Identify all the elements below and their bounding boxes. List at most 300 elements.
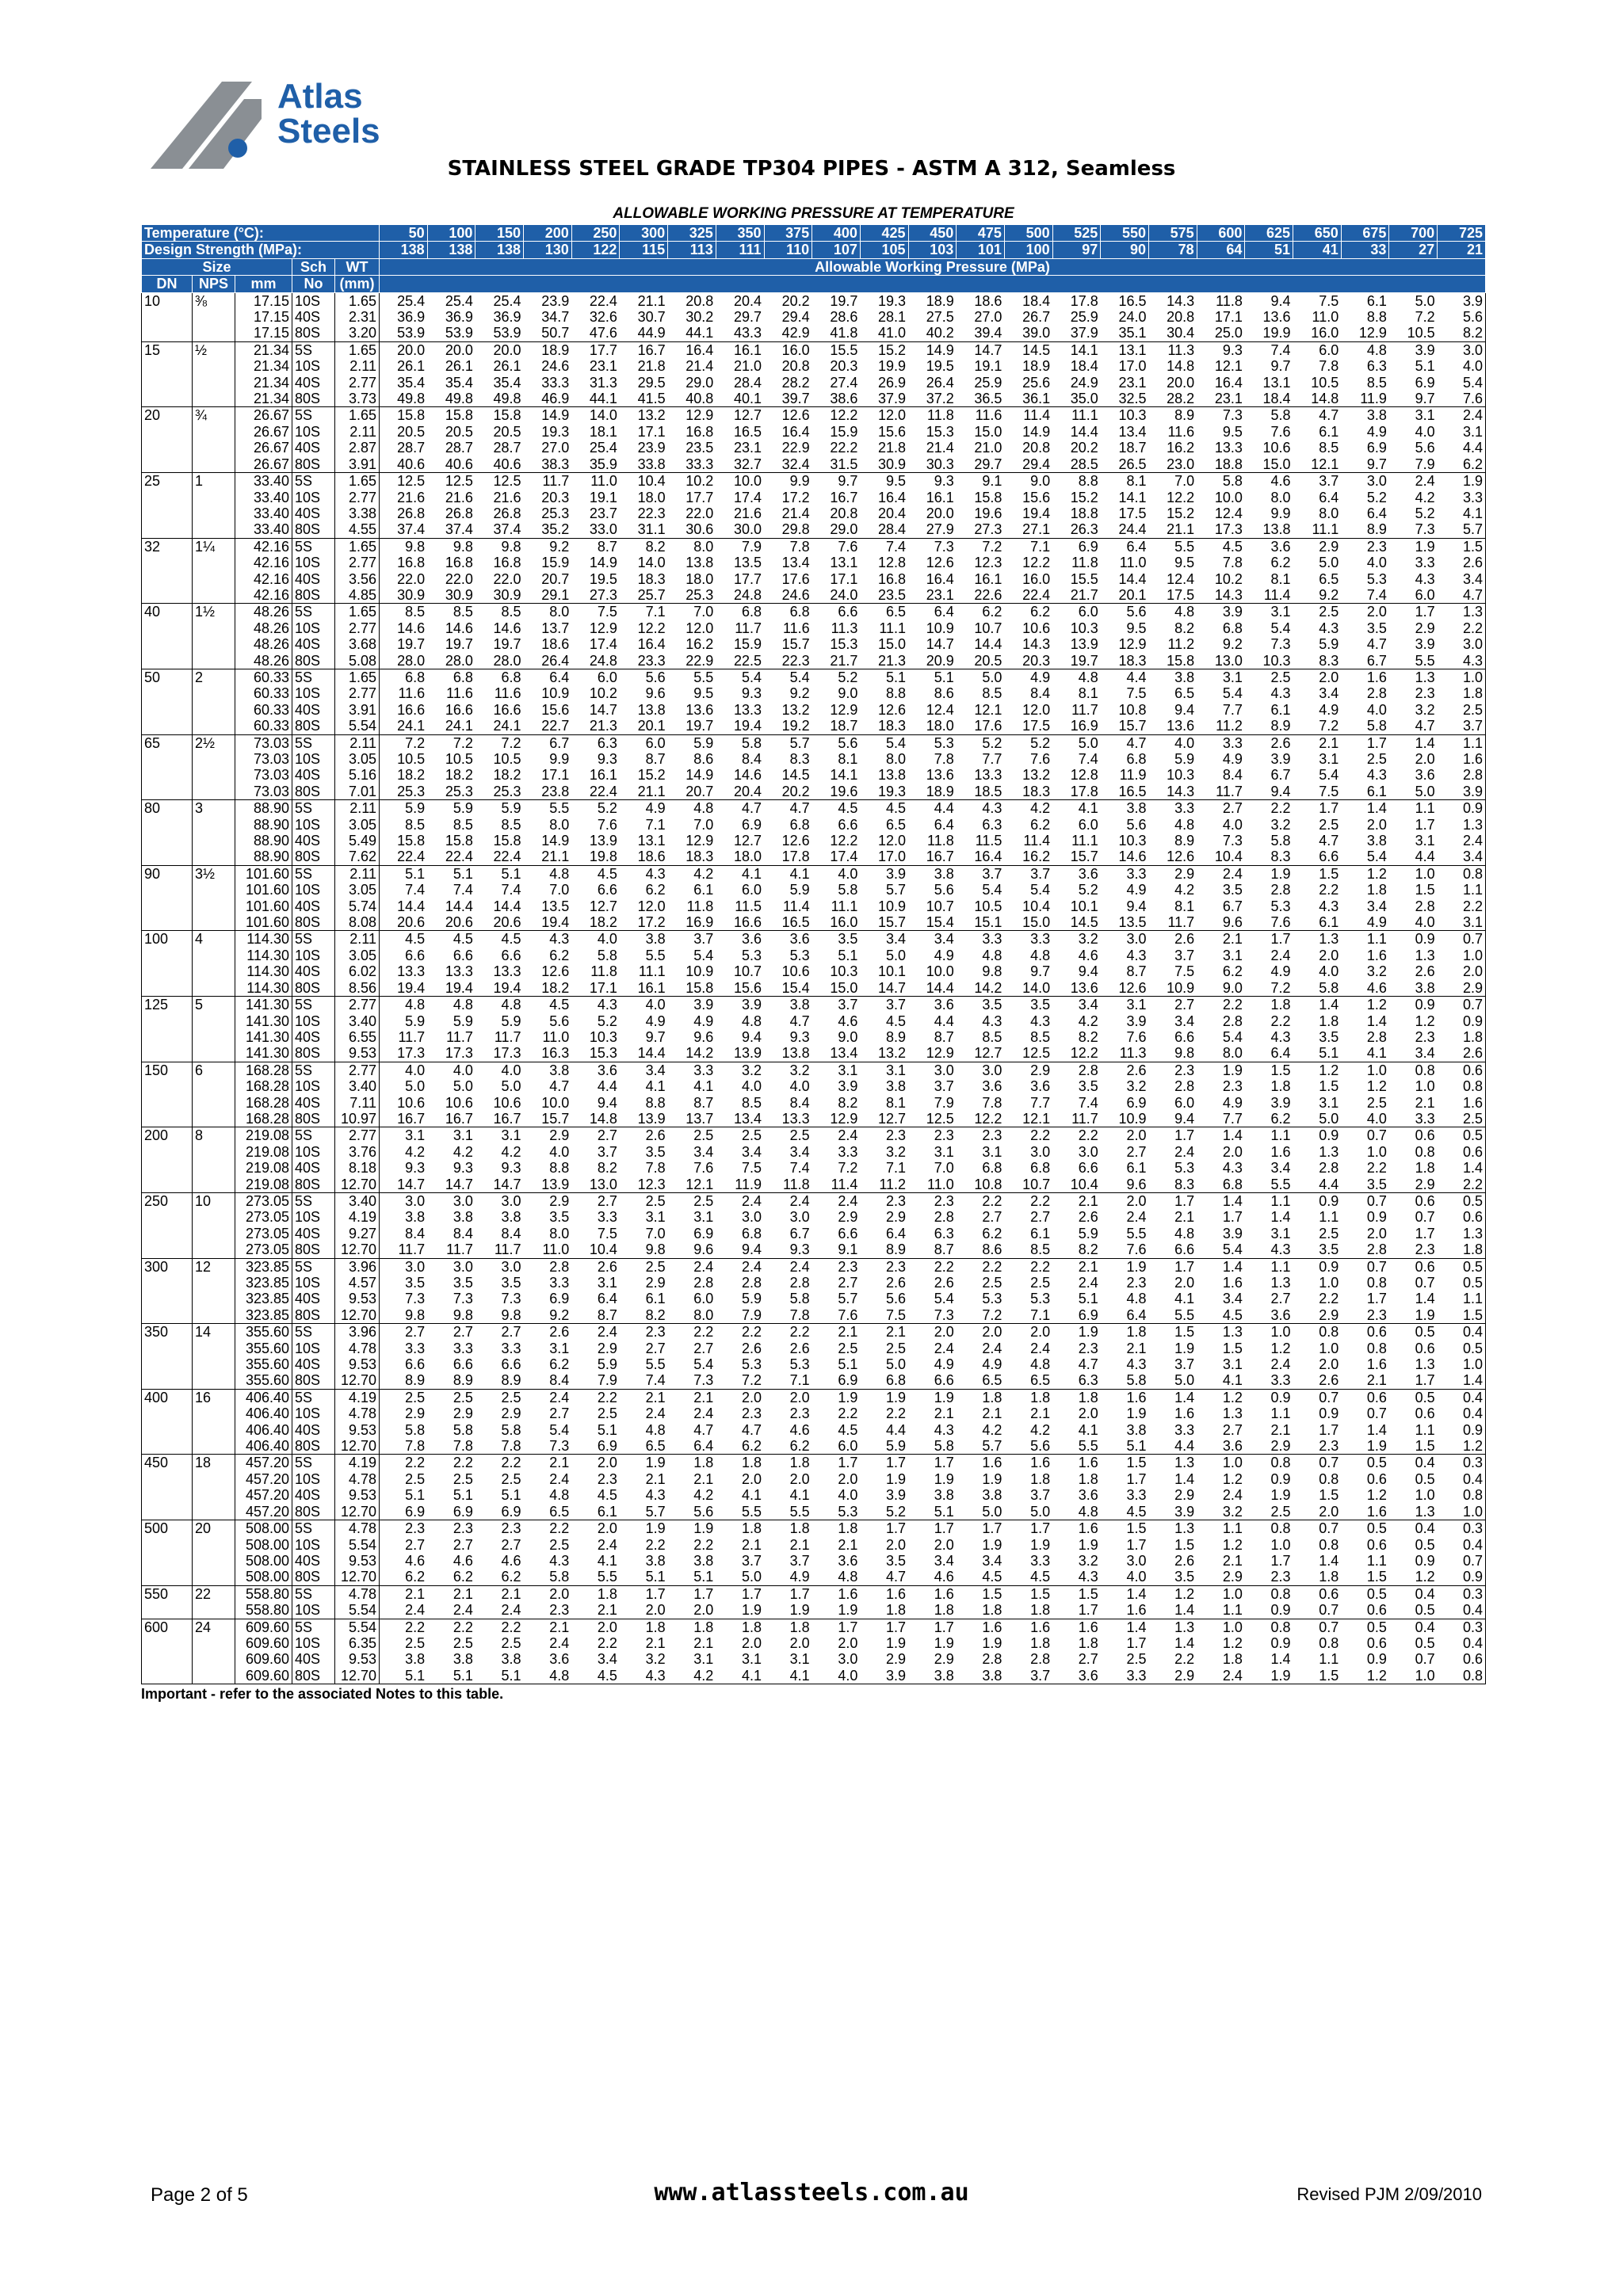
- dn-cell: [142, 490, 193, 505]
- pressure-cell: 13.6: [685, 701, 714, 718]
- pressure-cell: 2.8: [982, 1651, 1002, 1668]
- pressure-cell: 2.1: [1319, 734, 1339, 751]
- pressure-cell: 2.2: [982, 1192, 1002, 1209]
- pressure-cell: 5.2: [1366, 489, 1387, 505]
- wt-cell: 7.01: [335, 784, 380, 800]
- pressure-cell: 4.6: [405, 1552, 426, 1569]
- sch-cell: 5S: [292, 473, 335, 490]
- pressure-cell: 23.8: [524, 784, 572, 800]
- pressure-cell: 8.8: [549, 1160, 570, 1177]
- pressure-cell: 2.4: [1197, 1668, 1245, 1684]
- table-body: [142, 292, 1486, 1684]
- pressure-cell: 3.0: [405, 1258, 426, 1275]
- pressure-cell: 18.2: [571, 914, 620, 931]
- nps-cell: 16: [193, 1389, 235, 1405]
- pressure-cell: 6.4: [1126, 538, 1147, 555]
- pressure-cell: 21.0: [974, 440, 1002, 456]
- sch-cell: 10S: [292, 1602, 335, 1619]
- pressure-cell: 8.5: [453, 816, 473, 833]
- pressure-cell: 16.0: [781, 341, 810, 358]
- pressure-cell: 1.6: [1030, 1619, 1051, 1635]
- pressure-cell: 1.9: [1270, 865, 1291, 882]
- pressure-cell: 2.5: [645, 1192, 666, 1209]
- pressure-cell: 11.3: [1101, 1045, 1149, 1062]
- sch-cell: 5S: [292, 1455, 335, 1471]
- pressure-cell: 8.5: [1319, 440, 1339, 456]
- pressure-cell: 1.7: [1174, 1192, 1195, 1209]
- pressure-cell: 8.9: [427, 1372, 475, 1389]
- pressure-cell: 4.7: [741, 800, 762, 817]
- pressure-cell: 4.8: [1174, 604, 1195, 620]
- nps-cell: [193, 898, 235, 914]
- pressure-cell: 8.7: [645, 751, 666, 767]
- pressure-cell: 26.5: [1101, 456, 1149, 473]
- pressure-cell: 14.2: [957, 980, 1005, 997]
- pressure-cell: 8.0: [886, 751, 907, 767]
- temperature-cell: 525: [1052, 225, 1101, 242]
- pressure-cell: 4.5: [1101, 1504, 1149, 1520]
- pressure-cell: 3.3: [453, 1340, 473, 1356]
- pressure-cell: 1.8: [1078, 1389, 1098, 1405]
- pressure-cell: 13.3: [764, 1111, 812, 1127]
- sch-cell: 80S: [292, 1668, 335, 1684]
- table-row: [142, 1192, 1486, 1209]
- dn-cell: [142, 948, 193, 963]
- pressure-cell: 2.1: [1126, 1340, 1147, 1356]
- dn-cell: [142, 1209, 193, 1225]
- pressure-cell: 5.1: [934, 669, 954, 685]
- pressure-cell: 6.7: [549, 734, 570, 751]
- od-cell: 48.26: [235, 620, 292, 636]
- sch-cell: 5S: [292, 538, 335, 555]
- nps-cell: [193, 1635, 235, 1651]
- pressure-cell: 9.7: [1389, 391, 1438, 407]
- pressure-cell: 6.2: [1245, 1111, 1293, 1127]
- od-cell: 457.20: [235, 1471, 292, 1487]
- table-row: [142, 1585, 1486, 1602]
- wt-cell: 1.65: [335, 292, 380, 309]
- pressure-cell: 3.6: [789, 931, 810, 948]
- pressure-cell: 10.6: [1262, 440, 1291, 456]
- pressure-cell: 2.6: [1126, 1062, 1147, 1078]
- pressure-cell: 2.4: [1270, 947, 1291, 963]
- pressure-cell: 35.9: [571, 456, 620, 473]
- nps-cell: [193, 702, 235, 718]
- pressure-cell: 3.1: [645, 1209, 666, 1226]
- nps-cell: [193, 685, 235, 701]
- pressure-cell: 1.5: [1078, 1585, 1098, 1602]
- od-cell: 21.34: [235, 391, 292, 407]
- temperature-cell: 625: [1245, 225, 1293, 242]
- pressure-cell: 1.1: [1462, 1291, 1483, 1307]
- table-row: [142, 587, 1486, 604]
- pressure-cell: 2.1: [693, 1634, 714, 1651]
- pressure-cell: 3.3: [549, 1275, 570, 1291]
- pressure-cell: 2.4: [1030, 1340, 1051, 1356]
- table-row: [142, 1095, 1486, 1111]
- pressure-cell: 3.6: [549, 1651, 570, 1668]
- website-link[interactable]: www.atlassteels.com.au: [654, 2179, 969, 2206]
- pressure-cell: 1.8: [1270, 1078, 1291, 1095]
- pressure-cell: 6.6: [1293, 849, 1342, 865]
- pressure-cell: 4.0: [1415, 423, 1435, 440]
- pressure-cell: 5.5: [571, 1569, 620, 1585]
- table-row: [142, 1668, 1486, 1684]
- sch-cell: 40S: [292, 1422, 335, 1438]
- pressure-cell: 8.4: [789, 1094, 810, 1111]
- pressure-cell: 2.5: [1366, 751, 1387, 767]
- table-row: [142, 456, 1486, 473]
- pressure-cell: 1.5: [1415, 882, 1435, 898]
- pressure-cell: 1.0: [1366, 1143, 1387, 1160]
- pressure-cell: 0.9: [1319, 1258, 1339, 1275]
- pressure-cell: 0.8: [1319, 1634, 1339, 1651]
- nps-cell: [193, 1356, 235, 1372]
- pressure-cell: 0.6: [1319, 1585, 1339, 1602]
- pressure-cell: 10.9: [1149, 980, 1197, 997]
- wt-cell: 9.27: [335, 1226, 380, 1241]
- pressure-cell: 14.3: [1197, 587, 1245, 604]
- pressure-cell: 9.5: [886, 473, 907, 490]
- pressure-cell: 0.8: [1270, 1455, 1291, 1471]
- pressure-cell: 9.6: [1101, 1177, 1149, 1193]
- pressure-cell: 3.2: [1415, 701, 1435, 718]
- pressure-cell: 0.5: [1366, 1455, 1387, 1471]
- pressure-cell: 7.2: [1415, 309, 1435, 326]
- pressure-cell: 2.2: [1222, 997, 1243, 1013]
- nps-cell: [193, 1111, 235, 1127]
- pressure-cell: 42.9: [764, 325, 812, 341]
- pressure-cell: 16.1: [620, 980, 668, 997]
- wt-cell: 2.77: [335, 620, 380, 636]
- pressure-cell: 22.0: [493, 570, 521, 587]
- pressure-cell: 0.3: [1462, 1455, 1483, 1471]
- wt-cell: 3.91: [335, 456, 380, 473]
- pressure-cell: 23.1: [1118, 374, 1147, 391]
- wt-cell: 6.55: [335, 1029, 380, 1045]
- table-row: [142, 375, 1486, 391]
- pressure-cell: 6.7: [1270, 767, 1291, 784]
- pressure-cell: 5.0: [1319, 555, 1339, 571]
- sch-cell: 5S: [292, 1585, 335, 1602]
- pressure-cell: 33.0: [571, 521, 620, 538]
- pressure-cell: 28.2: [1149, 391, 1197, 407]
- pressure-cell: 6.3: [934, 1225, 954, 1241]
- pressure-cell: 0.6: [1366, 1324, 1387, 1341]
- pressure-cell: 5.1: [1078, 1291, 1098, 1307]
- table-row: [142, 1324, 1486, 1341]
- pressure-cell: 2.3: [886, 1258, 907, 1275]
- pressure-cell: 9.2: [789, 685, 810, 702]
- pressure-cell: 3.2: [1078, 931, 1098, 948]
- pressure-cell: 1.9: [645, 1455, 666, 1471]
- pressure-cell: 5.9: [405, 1013, 426, 1029]
- pressure-cell: 18.2: [397, 767, 426, 784]
- dn-cell: 25: [142, 473, 193, 490]
- strength-cell: 138: [427, 242, 475, 258]
- sch-cell: 10S: [292, 555, 335, 570]
- strength-cell: 100: [1004, 242, 1052, 258]
- pressure-cell: 32.5: [1101, 391, 1149, 407]
- table-row: [142, 914, 1486, 931]
- pressure-cell: 4.5: [597, 1487, 617, 1504]
- pressure-cell: 12.0: [637, 898, 666, 914]
- wt-cell: 2.11: [335, 800, 380, 817]
- pressure-cell: 2.2: [982, 1258, 1002, 1275]
- pressure-cell: 28.4: [860, 521, 908, 538]
- pressure-cell: 3.1: [1270, 604, 1291, 620]
- pressure-cell: 12.7: [860, 1111, 908, 1127]
- pressure-cell: 15.9: [541, 555, 570, 571]
- pressure-cell: 21.1: [620, 292, 668, 309]
- pressure-cell: 1.7: [1415, 816, 1435, 833]
- pressure-cell: 4.2: [453, 1143, 473, 1160]
- sch-cell: 80S: [292, 1438, 335, 1455]
- nps-cell: [193, 1241, 235, 1258]
- pressure-cell: 16.5: [1101, 292, 1149, 309]
- table-row: [142, 931, 1486, 948]
- pressure-cell: 3.6: [982, 1078, 1002, 1095]
- table-row: [142, 1177, 1486, 1193]
- table-row: [142, 1487, 1486, 1503]
- pressure-cell: 2.2: [886, 1405, 907, 1422]
- pressure-cell: 3.7: [1438, 718, 1486, 734]
- pressure-cell: 3.3: [1030, 1552, 1051, 1569]
- dn-cell: [142, 1569, 193, 1585]
- pressure-cell: 5.1: [1101, 1438, 1149, 1455]
- strength-cell: 105: [860, 242, 908, 258]
- pressure-cell: 13.4: [1118, 423, 1147, 440]
- pressure-cell: 2.5: [1438, 1111, 1486, 1127]
- pressure-cell: 10.6: [493, 1094, 521, 1111]
- wt-cell: 7.62: [335, 849, 380, 865]
- pressure-cell: 1.1: [1270, 1192, 1291, 1209]
- nps-cell: 3½: [193, 865, 235, 882]
- pressure-cell: 3.6: [597, 1062, 617, 1078]
- pressure-cell: 11.8: [590, 963, 617, 980]
- pressure-cell: 2.4: [1222, 865, 1243, 882]
- pressure-cell: 3.3: [1222, 734, 1243, 751]
- pressure-cell: 6.4: [668, 1438, 716, 1455]
- pressure-cell: 1.4: [1174, 1634, 1195, 1651]
- pressure-cell: 0.7: [1319, 1455, 1339, 1471]
- pressure-cell: 2.5: [1270, 669, 1291, 685]
- pressure-cell: 2.2: [453, 1455, 473, 1471]
- pressure-cell: 1.9: [1270, 1487, 1291, 1504]
- dn-cell: [142, 1635, 193, 1651]
- pressure-cell: 17.6: [781, 570, 810, 587]
- table-row: [142, 1111, 1486, 1127]
- pressure-cell: 3.4: [934, 1552, 954, 1569]
- pressure-cell: 22.6: [957, 587, 1005, 604]
- pressure-cell: 49.8: [427, 391, 475, 407]
- dn-cell: 450: [142, 1455, 193, 1471]
- pressure-cell: 4.1: [1174, 1291, 1195, 1307]
- pressure-cell: 5.7: [886, 882, 907, 898]
- pressure-cell: 1.8: [1222, 1651, 1243, 1668]
- pressure-cell: 7.6: [812, 1307, 861, 1324]
- pressure-cell: 1.0: [1462, 1356, 1483, 1373]
- pressure-cell: 4.4: [1462, 440, 1483, 456]
- table-row: [142, 473, 1486, 490]
- pressure-cell: 6.6: [838, 816, 858, 833]
- pressure-cell: 16.8: [445, 555, 473, 571]
- pressure-cell: 15.0: [812, 980, 861, 997]
- pressure-cell: 2.4: [1078, 1275, 1098, 1291]
- wt-cell: 2.11: [335, 424, 380, 440]
- pressure-cell: 3.3: [1174, 1421, 1195, 1438]
- pressure-cell: 21.6: [445, 489, 473, 505]
- pressure-cell: 19.3: [541, 423, 570, 440]
- pressure-cell: 8.9: [860, 1241, 908, 1258]
- pressure-cell: 1.6: [982, 1619, 1002, 1635]
- pressure-cell: 6.8: [982, 1160, 1002, 1177]
- pressure-cell: 7.5: [1293, 784, 1342, 800]
- pressure-cell: 1.9: [982, 1634, 1002, 1651]
- pressure-cell: 4.0: [501, 1062, 521, 1078]
- pressure-cell: 13.3: [493, 963, 521, 980]
- pressure-cell: 1.8: [1004, 1602, 1052, 1619]
- pressure-cell: 1.7: [645, 1585, 666, 1602]
- pressure-cell: 18.9: [908, 292, 957, 309]
- dn-cell: [142, 440, 193, 456]
- pressure-cell: 7.3: [1222, 407, 1243, 424]
- pressure-cell: 7.8: [380, 1438, 428, 1455]
- pressure-cell: 9.2: [1293, 587, 1342, 604]
- pressure-cell: 29.4: [781, 309, 810, 326]
- pressure-cell: 17.3: [427, 1045, 475, 1062]
- strength-cell: 78: [1149, 242, 1197, 258]
- pressure-cell: 1.0: [1270, 1324, 1291, 1341]
- pressure-cell: 3.0: [741, 1209, 762, 1226]
- pressure-cell: 1.3: [1222, 1405, 1243, 1422]
- pressure-cell: 15.6: [716, 980, 764, 997]
- pressure-cell: 17.3: [475, 1045, 524, 1062]
- pressure-cell: 15.0: [1245, 456, 1293, 473]
- pressure-cell: 19.3: [860, 292, 908, 309]
- nps-cell: [193, 833, 235, 849]
- pressure-cell: 2.4: [789, 1258, 810, 1275]
- pressure-cell: 2.2: [741, 1324, 762, 1341]
- pressure-cell: 2.0: [789, 1389, 810, 1405]
- pressure-cell: 1.2: [1366, 1487, 1387, 1504]
- pressure-cell: 4.5: [571, 1668, 620, 1684]
- pressure-cell: 8.2: [597, 1160, 617, 1177]
- pressure-cell: 5.8: [597, 947, 617, 963]
- pressure-cell: 4.9: [764, 1569, 812, 1585]
- pressure-cell: 4.1: [1197, 1372, 1245, 1389]
- sch-cell: 10S: [292, 1209, 335, 1225]
- pressure-cell: 27.1: [1004, 521, 1052, 538]
- pressure-cell: 1.0: [1366, 1062, 1387, 1078]
- pressure-cell: 6.4: [934, 816, 954, 833]
- pressure-cell: 11.4: [782, 898, 810, 914]
- pressure-cell: 6.9: [571, 1438, 620, 1455]
- dn-cell: [142, 1504, 193, 1520]
- pressure-cell: 3.5: [1293, 1241, 1342, 1258]
- pressure-cell: 2.3: [838, 1258, 858, 1275]
- pressure-cell: 10.1: [1070, 898, 1098, 914]
- od-cell: 141.30: [235, 997, 292, 1013]
- pressure-cell: 37.4: [380, 521, 428, 538]
- pressure-cell: 18.3: [637, 570, 666, 587]
- pressure-cell: 1.6: [838, 1585, 858, 1602]
- pressure-cell: 4.6: [838, 1013, 858, 1029]
- pressure-cell: 3.5: [453, 1275, 473, 1291]
- pressure-cell: 10.5: [493, 751, 521, 767]
- pressure-cell: 20.0: [493, 341, 521, 358]
- pressure-cell: 0.9: [1319, 1192, 1339, 1209]
- od-cell: 273.05: [235, 1241, 292, 1258]
- od-cell: 406.40: [235, 1422, 292, 1438]
- sch-cell: 5S: [292, 931, 335, 948]
- pressure-cell: 5.5: [1052, 1438, 1101, 1455]
- pressure-cell: 8.1: [838, 751, 858, 767]
- pressure-cell: 7.8: [934, 751, 954, 767]
- pressure-cell: 12.1: [1293, 456, 1342, 473]
- pressure-cell: 16.7: [637, 341, 666, 358]
- pressure-cell: 3.5: [1078, 1078, 1098, 1095]
- pressure-cell: 4.1: [645, 1078, 666, 1095]
- od-cell: 406.40: [235, 1438, 292, 1455]
- pressure-cell: 2.8: [741, 1275, 762, 1291]
- table-row: [142, 734, 1486, 751]
- pressure-cell: 2.5: [501, 1389, 521, 1405]
- pressure-cell: 4.1: [741, 1487, 762, 1504]
- pressure-cell: 4.0: [812, 1668, 861, 1684]
- sch-cell: 5S: [292, 669, 335, 685]
- nps-cell: [193, 1553, 235, 1569]
- pressure-cell: 15.7: [1101, 718, 1149, 734]
- pressure-cell: 4.4: [934, 1013, 954, 1029]
- pressure-cell: 11.7: [427, 1241, 475, 1258]
- pressure-cell: 0.8: [1319, 1470, 1339, 1487]
- table-row: [142, 604, 1486, 620]
- dn-cell: 350: [142, 1324, 193, 1341]
- nps-cell: [193, 1013, 235, 1029]
- pressure-cell: 4.2: [693, 1487, 714, 1504]
- pressure-cell: 16.6: [493, 701, 521, 718]
- pressure-cell: 9.8: [982, 963, 1002, 980]
- pressure-cell: 26.8: [493, 505, 521, 521]
- pressure-cell: 19.4: [427, 980, 475, 997]
- od-cell: 558.80: [235, 1602, 292, 1619]
- pressure-cell: 0.9: [1366, 1209, 1387, 1226]
- pressure-cell: 1.7: [1366, 734, 1387, 751]
- pressure-cell: 4.6: [1270, 473, 1291, 490]
- pressure-cell: 3.1: [405, 1127, 426, 1144]
- pressure-cell: 0.5: [1415, 1536, 1435, 1553]
- dn-cell: [142, 767, 193, 783]
- table-row: [142, 538, 1486, 555]
- pressure-cell: 3.4: [597, 1651, 617, 1668]
- pressure-cell: 6.8: [501, 669, 521, 685]
- pressure-cell: 5.5: [716, 1504, 764, 1520]
- pressure-cell: 11.8: [686, 898, 714, 914]
- temperature-cell: 200: [524, 225, 572, 242]
- pressure-cell: 7.9: [716, 1307, 764, 1324]
- pressure-cell: 9.8: [501, 538, 521, 555]
- sch-cell: 10S: [292, 1078, 335, 1094]
- dn-cell: [142, 1422, 193, 1438]
- pressure-cell: 7.1: [764, 1372, 812, 1389]
- wt-cell: 4.55: [335, 521, 380, 538]
- pressure-cell: 4.8: [645, 1421, 666, 1438]
- pressure-cell: 15.8: [974, 489, 1002, 505]
- pressure-cell: 11.6: [398, 685, 426, 702]
- pressure-cell: 18.9: [541, 341, 570, 358]
- pressure-cell: 8.9: [1245, 718, 1293, 734]
